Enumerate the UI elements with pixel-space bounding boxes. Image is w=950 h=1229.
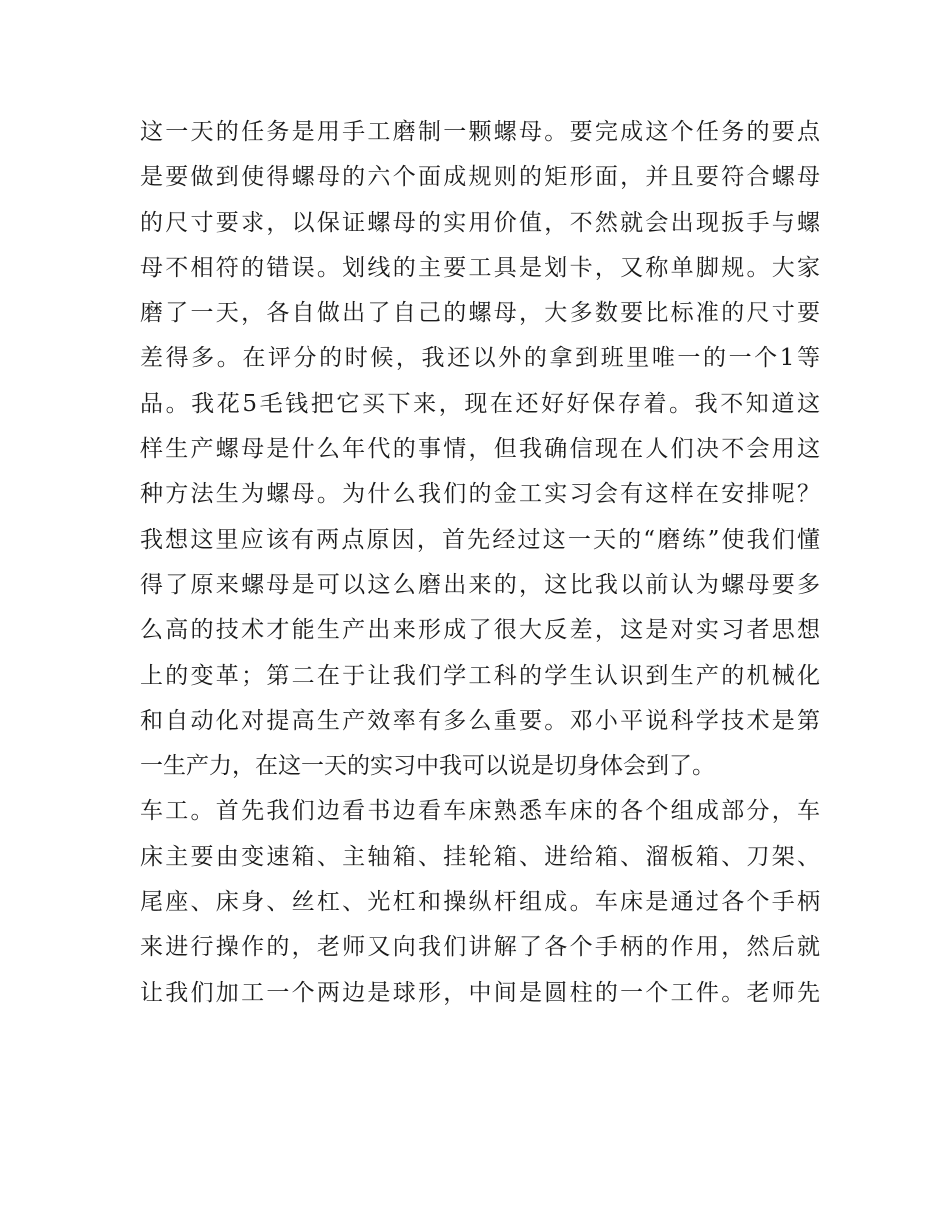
text-line: 一生产力，在这一天的实习中我可以说是切身体会到了。 (140, 753, 715, 780)
text-line: 床主要由变速箱、主轴箱、挂轮箱、进给箱、溜板箱、刀架、 (140, 843, 820, 870)
text-line: 磨了一天，各自做出了自己的螺母，大多数要比标准的尺寸要 (140, 300, 820, 327)
text-line: 让我们加工一个两边是球形，中间是圆柱的一个工件。老师先 (140, 979, 820, 1006)
body-text (140, 110, 820, 1016)
text-line: 我想这里应该有两点原因，首先经过这一天的“磨练”使我们懂 (140, 526, 820, 553)
text-line: 尾座、床身、丝杠、光杠和操纵杆组成。车床是通过各个手柄 (140, 889, 820, 916)
text-line: 样生产螺母是什么年代的事情，但我确信现在人们决不会用这 (140, 436, 820, 463)
text-line: 品。我花5毛钱把它买下来，现在还好好保存着。我不知道这 (140, 390, 820, 417)
text-line: 差得多。在评分的时候，我还以外的拿到班里唯一的一个1等 (140, 345, 820, 372)
text-line: 么高的技术才能生产出来形成了很大反差，这是对实习者思想 (140, 617, 820, 644)
text-line: 来进行操作的，老师又向我们讲解了各个手柄的作用，然后就 (140, 934, 820, 961)
text-line: 是要做到使得螺母的六个面成规则的矩形面，并且要符合螺母 (140, 164, 820, 191)
text-line: 车工。首先我们边看书边看车床熟悉车床的各个组成部分，车 (140, 798, 820, 825)
text-line: 母不相符的错误。划线的主要工具是划卡，又称单脚规。大家 (140, 254, 820, 281)
text-line: 种方法生为螺母。为什么我们的金工实习会有这样在安排呢？ (140, 481, 820, 508)
text-line: 上的变革；第二在于让我们学工科的学生认识到生产的机械化 (140, 662, 820, 689)
text-line: 的尺寸要求，以保证螺母的实用价值，不然就会出现扳手与螺 (140, 209, 820, 236)
text-line: 得了原来螺母是可以这么磨出来的，这比我以前认为螺母要多 (140, 571, 820, 598)
text-line: 这一天的任务是用手工磨制一颗螺母。要完成这个任务的要点 (140, 119, 820, 145)
text-line: 和自动化对提高生产效率有多么重要。邓小平说科学技术是第 (140, 707, 820, 734)
